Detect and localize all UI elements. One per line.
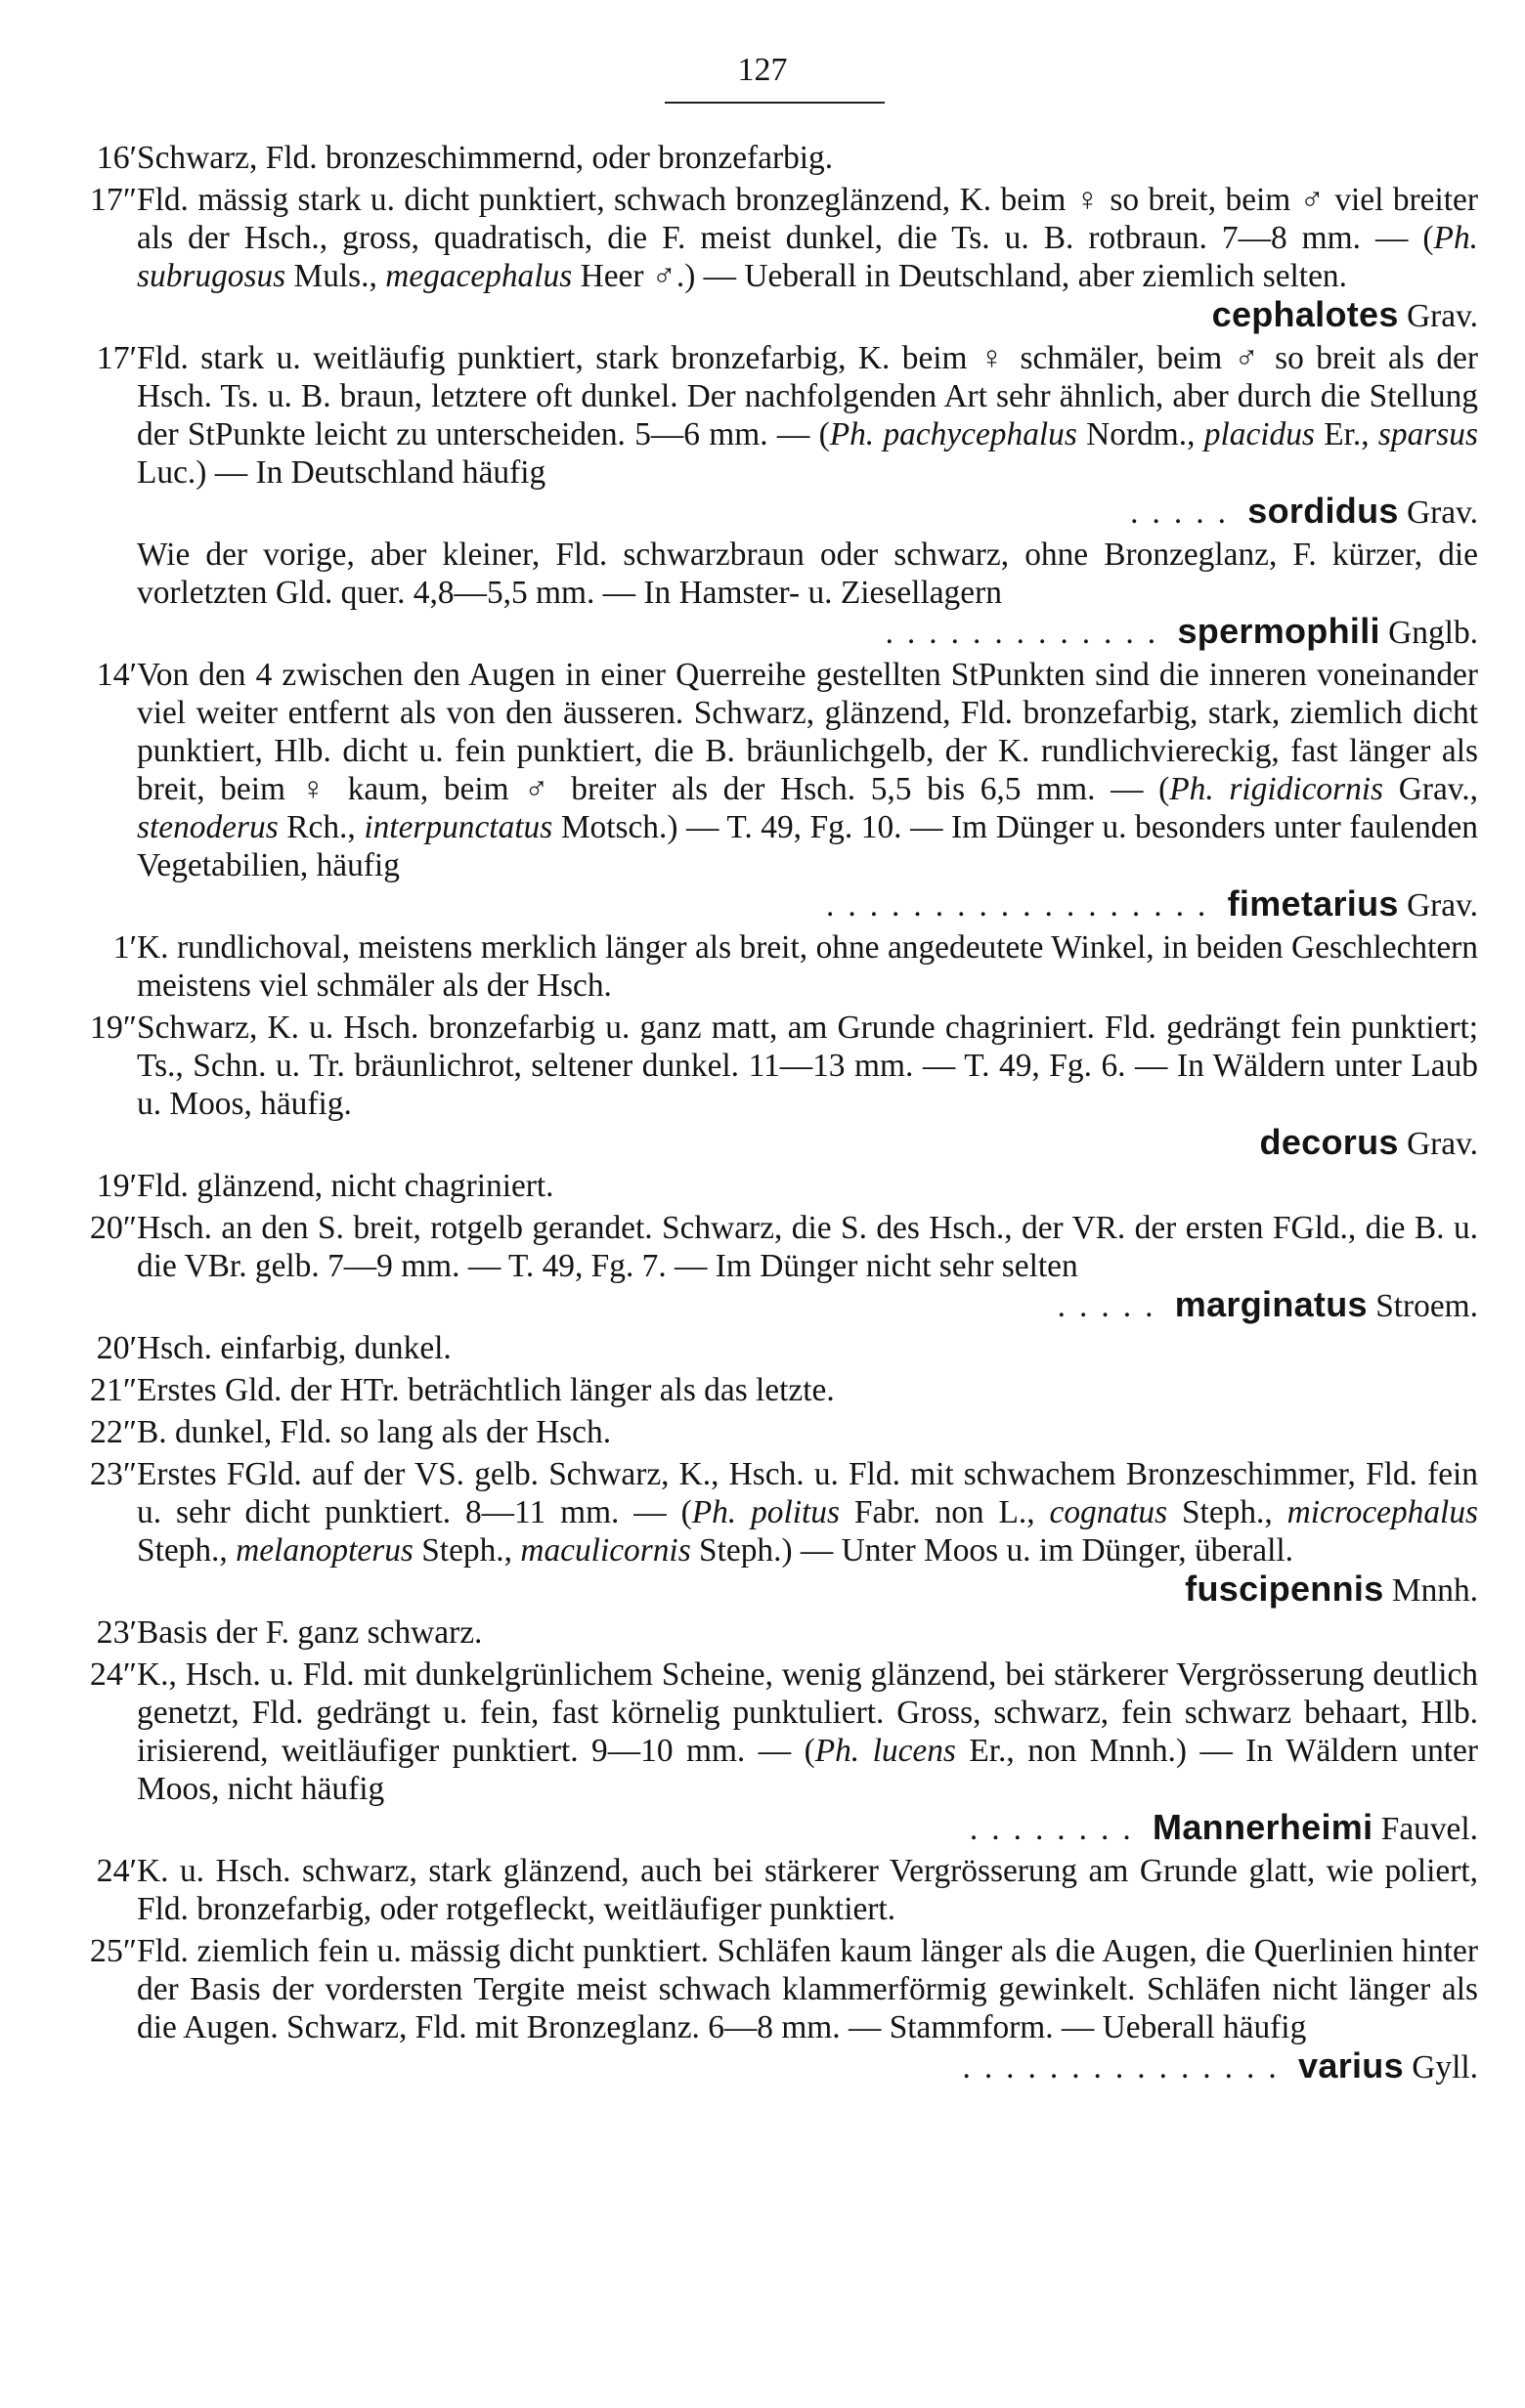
species-author: Mnnh. bbox=[1391, 1572, 1478, 1609]
couplet-text bbox=[137, 1209, 1478, 1325]
species-name: varius bbox=[1298, 2045, 1404, 2086]
couplet-number: 20″ bbox=[89, 1210, 137, 1246]
couplet-text bbox=[137, 536, 1478, 652]
synonym-italic: placidus bbox=[1203, 416, 1315, 452]
text-run: Er., non Mnnh.) — In Wäldern unter Moos, nicht häufig bbox=[137, 1733, 1478, 1807]
couplet-number: 24′ bbox=[96, 1853, 137, 1889]
synonym-italic: interpunctatus bbox=[364, 809, 553, 845]
couplet-number: 17″ bbox=[89, 182, 137, 218]
couplet-text bbox=[137, 139, 1478, 177]
key-entry bbox=[0, 536, 1525, 652]
text-run: Hsch. einfarbig, dunkel. bbox=[137, 1330, 452, 1366]
text-run: Fld. stark u. weitläufig punktiert, stark bronzefarbig, K. beim ♀ schmäler, beim ♂ so breit als der Hsch. Ts. u. B. braun, letztere oft dunkel. Der nachfolgenden Art sehr ähnlich, aber durch die Stellung der StPunkte leicht zu unterscheiden. 5—6 mm. — ( bbox=[137, 340, 1478, 452]
synonym-italic: melanopterus bbox=[236, 1532, 414, 1569]
species-author: Grav. bbox=[1407, 1126, 1478, 1162]
species-line bbox=[137, 1570, 1478, 1610]
key-entry bbox=[0, 1852, 1525, 1928]
species-line bbox=[137, 2046, 1478, 2086]
key-entry bbox=[0, 1455, 1525, 1610]
key-entry bbox=[0, 1209, 1525, 1325]
key-entry bbox=[0, 656, 1525, 924]
synonym-italic: Ph. subrugosus bbox=[137, 220, 1478, 294]
text-run: Fld. ziemlich fein u. mässig dicht punktiert. Schläfen kaum länger als die Augen, die Querlinien hinter der Basis der vordersten Tergite meist schwach klammerförmig gewinkelt. Schläfen nicht länger als die Augen. Schwarz, Fld. mit Bronzeglanz. 6—8 mm. — Stammform. — Ueberall häufig bbox=[137, 1933, 1478, 2045]
leader-dots: ............. bbox=[885, 615, 1170, 651]
text-run: Grav., bbox=[1383, 771, 1478, 807]
text-run: K. u. Hsch. schwarz, stark glänzend, auch bei stärkerer Vergrösserung am Grunde glatt, wie poliert, Fld. bronzefarbig, oder rotgefleckt, weitläufiger punktiert. bbox=[137, 1853, 1478, 1927]
synonym-italic: microcephalus bbox=[1286, 1494, 1479, 1530]
text-run: Schwarz, Fld. bronzeschimmernd, oder bronzefarbig. bbox=[137, 140, 834, 176]
species-name: fuscipennis bbox=[1185, 1569, 1384, 1609]
key-text bbox=[0, 139, 1525, 2090]
species-author: Grav. bbox=[1407, 887, 1478, 924]
couplet-text bbox=[137, 1656, 1478, 1848]
synonym-italic: megacephalus bbox=[385, 258, 573, 294]
key-entry bbox=[0, 181, 1525, 335]
text-run: Rch., bbox=[278, 809, 365, 845]
couplet-number: 22″ bbox=[89, 1414, 137, 1450]
synonym-italic: Ph. lucens bbox=[814, 1733, 956, 1769]
text-run: Basis der F. ganz schwarz. bbox=[137, 1614, 483, 1651]
key-entry bbox=[0, 1413, 1525, 1451]
text-run: Steph., bbox=[1167, 1494, 1287, 1530]
couplet-number: 23″ bbox=[89, 1456, 137, 1492]
couplet-number: 14′ bbox=[96, 657, 137, 693]
couplet-number: 21″ bbox=[89, 1372, 137, 1408]
leader-dots: ............... bbox=[962, 2049, 1290, 2086]
text-run: Schwarz, K. u. Hsch. bronzefarbig u. ganz matt, am Grunde chagriniert. Fld. gedrängt fein punktiert; Ts., Schn. u. Tr. bräunlichrot, seltener dunkel. 11—13 mm. — T. 49, Fg. 6. — In Wäldern unter Laub u. Moos, häufig. bbox=[137, 1010, 1478, 1122]
key-entry bbox=[0, 339, 1525, 532]
species-name: sordidus bbox=[1247, 491, 1399, 531]
text-run: Luc.) — In Deutschland häufig bbox=[137, 454, 546, 491]
text-run: Fld. glänzend, nicht chagriniert. bbox=[137, 1168, 554, 1204]
leader-dots: ..... bbox=[1057, 1288, 1167, 1324]
text-run: Steph., bbox=[137, 1532, 237, 1569]
text-run: Fld. mässig stark u. dicht punktiert, schwach bronzeglänzend, K. beim ♀ so breit, beim ♂ viel breiter als der Hsch., gross, quadratisch, die F. meist dunkel, die Ts. u. B. rotbraun. 7—8 mm. — ( bbox=[137, 182, 1478, 256]
species-name: decorus bbox=[1259, 1122, 1399, 1162]
species-line bbox=[137, 492, 1478, 532]
text-run: Heer ♂.) — Ueberall in Deutschland, aber ziemlich selten. bbox=[572, 258, 1347, 294]
couplet-text bbox=[137, 1852, 1478, 1928]
key-entry bbox=[0, 1613, 1525, 1652]
key-entry bbox=[0, 1329, 1525, 1367]
text-run: K. rundlichoval, meistens merklich länger als breit, ohne angedeutete Winkel, in beiden Geschlechtern meistens viel schmäler als der Hsch. bbox=[137, 929, 1478, 1004]
couplet-text bbox=[137, 1413, 1478, 1451]
text-run: Muls., bbox=[285, 258, 386, 294]
synonym-italic: Ph. rigidicornis bbox=[1169, 771, 1384, 807]
couplet-text bbox=[137, 928, 1478, 1005]
page-rule bbox=[665, 102, 885, 104]
species-author: Gnglb. bbox=[1388, 615, 1478, 651]
text-run: Fabr. non L., bbox=[839, 1494, 1050, 1530]
couplet-text bbox=[137, 1455, 1478, 1610]
synonym-italic: maculicornis bbox=[520, 1532, 691, 1569]
couplet-number: 17′ bbox=[96, 340, 137, 376]
couplet-number: 19″ bbox=[89, 1010, 137, 1046]
leader-dots: ........ bbox=[969, 1811, 1145, 1847]
couplet-text bbox=[137, 1329, 1478, 1367]
couplet-text bbox=[137, 1613, 1478, 1652]
couplet-text bbox=[137, 1932, 1478, 2086]
species-name: marginatus bbox=[1174, 1284, 1368, 1324]
synonym-italic: sparsus bbox=[1377, 416, 1478, 452]
species-author: Grav. bbox=[1407, 494, 1478, 531]
couplet-text bbox=[137, 1371, 1478, 1409]
couplet-number: 16′ bbox=[96, 140, 137, 176]
couplet-number: 24″ bbox=[89, 1656, 137, 1693]
species-line bbox=[137, 612, 1478, 652]
couplet-number: 1′ bbox=[112, 929, 137, 966]
species-line bbox=[137, 1808, 1478, 1848]
key-entry bbox=[0, 1656, 1525, 1848]
text-run: Steph., bbox=[413, 1532, 521, 1569]
text-run: B. dunkel, Fld. so lang als der Hsch. bbox=[137, 1414, 612, 1450]
species-author: Grav. bbox=[1407, 298, 1478, 334]
species-author: Fauvel. bbox=[1380, 1811, 1478, 1847]
synonym-italic: stenoderus bbox=[137, 809, 279, 845]
key-entry bbox=[0, 928, 1525, 1005]
species-name: spermophili bbox=[1177, 611, 1380, 651]
text-run: Wie der vorige, aber kleiner, Fld. schwarzbraun oder schwarz, ohne Bronzeglanz, F. kürzer, die vorletzten Gld. quer. 4,8—5,5 mm. — In Hamster- u. Ziesellagern bbox=[137, 537, 1478, 611]
text-run: Er., bbox=[1314, 416, 1378, 452]
text-run: Hsch. an den S. breit, rotgelb gerandet. Schwarz, die S. des Hsch., der VR. der ersten FGld., die B. u. die VBr. gelb. 7—9 mm. — T. 49, Fg. 7. — Im Dünger nicht sehr selten bbox=[137, 1210, 1478, 1284]
couplet-number: 20′ bbox=[96, 1330, 137, 1366]
couplet-text bbox=[137, 339, 1478, 532]
key-entry bbox=[0, 1932, 1525, 2086]
species-line bbox=[137, 884, 1478, 924]
species-name: cephalotes bbox=[1211, 294, 1399, 334]
text-run: Erstes FGld. auf der VS. gelb. Schwarz, K., Hsch. u. Fld. mit schwachem Bronzeschimmer, Fld. fein u. sehr dicht punktiert. 8—11 mm. — ( bbox=[137, 1456, 1478, 1530]
species-name: Mannerheimi bbox=[1153, 1807, 1373, 1847]
species-author: Gyll. bbox=[1412, 2049, 1478, 2086]
key-entry bbox=[0, 139, 1525, 177]
couplet-text bbox=[137, 1009, 1478, 1163]
couplet-text bbox=[137, 656, 1478, 924]
synonym-italic: cognatus bbox=[1049, 1494, 1168, 1530]
species-line bbox=[137, 1285, 1478, 1325]
text-run: K., Hsch. u. Fld. mit dunkelgrünlichem Scheine, wenig glänzend, bei stärkerer Vergrösserung deutlich genetzt, Fld. gedrängt u. fein, fast körnelig punktuliert. Gross, schwarz, fein schwarz behaart, Hlb. irisierend, weitläufiger punktiert. 9—10 mm. — ( bbox=[137, 1656, 1478, 1769]
text-run: Nordm., bbox=[1076, 416, 1204, 452]
couplet-text bbox=[137, 1167, 1478, 1205]
couplet-number: 23′ bbox=[96, 1614, 137, 1651]
key-entry bbox=[0, 1167, 1525, 1205]
key-entry bbox=[0, 1371, 1525, 1409]
species-line bbox=[137, 295, 1478, 335]
couplet-text bbox=[137, 181, 1478, 335]
text-run: Erstes Gld. der HTr. beträchtlich länger als das letzte. bbox=[137, 1372, 835, 1408]
synonym-italic: Ph. pachycephalus bbox=[829, 416, 1077, 452]
page-number: 127 bbox=[737, 52, 788, 88]
couplet-number: 25″ bbox=[89, 1933, 137, 1969]
key-entry bbox=[0, 1009, 1525, 1163]
text-run: Von den 4 zwischen den Augen in einer Querreihe gestellten StPunkten sind die inneren voneinander viel weiter entfernt als von den äusseren. Schwarz, glänzend, Fld. bronzefarbig, stark, ziemlich dicht punktiert, Hlb. dicht u. fein punktiert, die B. bräunlichgelb, der K. rundlichviereckig, fast länger als breit, beim ♀ kaum, beim ♂ breiter als der Hsch. 5,5 bis 6,5 mm. — ( bbox=[137, 657, 1478, 807]
leader-dots: ..... bbox=[1130, 494, 1240, 531]
text-run: Steph.) — Unter Moos u. im Dünger, überall. bbox=[690, 1532, 1293, 1569]
leader-dots: .................. bbox=[826, 887, 1220, 924]
synonym-italic: Ph. politus bbox=[691, 1494, 840, 1530]
species-name: fimetarius bbox=[1227, 883, 1399, 924]
text-run: Motsch.) — T. 49, Fg. 10. — Im Dünger u. besonders unter faulenden Vegetabilien, häufig bbox=[137, 809, 1478, 883]
species-author: Stroem. bbox=[1375, 1288, 1478, 1324]
species-line bbox=[137, 1123, 1478, 1163]
couplet-number: 19′ bbox=[96, 1168, 137, 1204]
